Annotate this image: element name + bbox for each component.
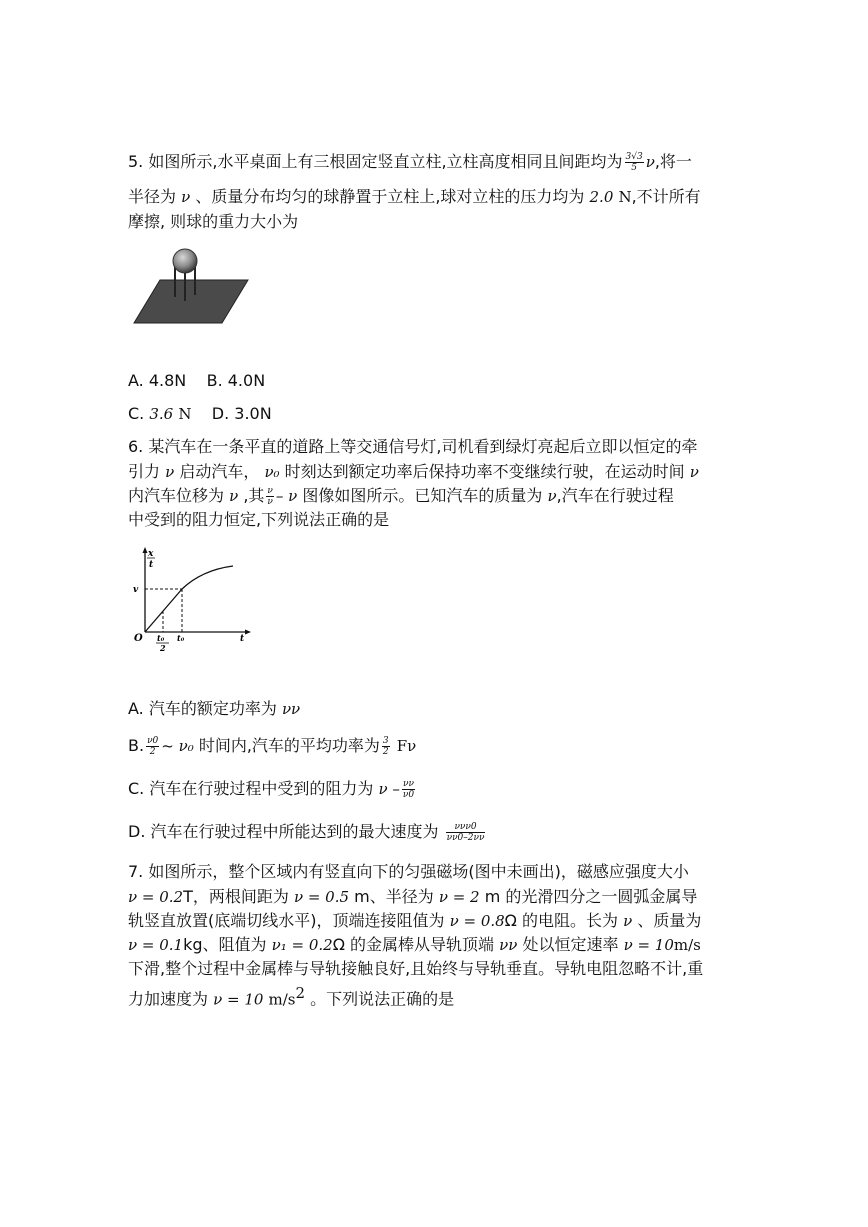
q7-text: 轨竖直放置(底端切线水平)，顶端连接阻值为 (128, 911, 445, 930)
fraction-denominator: 2 (149, 747, 156, 757)
q6-text: 内汽车位移为 (128, 486, 225, 505)
y-axis-label-den: t (149, 560, 154, 570)
q6-option-c (128, 777, 417, 801)
q7-text: Ω 的金属棒从导轨顶端 (332, 935, 495, 954)
q6-stem-line-2 (128, 460, 699, 484)
option-c: C. (128, 404, 145, 423)
q7-text: 处以恒定速率 (522, 935, 619, 954)
math-symbol: ν (547, 487, 557, 505)
half-t0-den: 2 (160, 643, 166, 653)
fraction-denominator: νν0–2νν (446, 833, 485, 843)
option-c: C. 汽车在行驶过程中受到的阻力为 (128, 779, 374, 798)
math-expression: ν = 2 (438, 888, 480, 906)
option-b-text: 时间内,汽车的平均功率为 (198, 736, 380, 755)
fraction (146, 736, 159, 757)
q5-text: 半径为 (128, 187, 177, 206)
fraction-numerator: νν (402, 779, 414, 789)
q7-text: Ω 的电阻。长为 (504, 911, 618, 930)
q6-text: 中受到的阻力恒定,下列说法正确的是 (128, 510, 390, 529)
fraction (625, 152, 644, 173)
unit: m/s (268, 990, 296, 1009)
q7-text: 。下列说法正确的是 (310, 989, 455, 1009)
q7-text: 、质量为 (637, 911, 702, 930)
math-symbol: ν (689, 463, 699, 481)
math-symbol: ν (623, 912, 633, 930)
fraction (402, 779, 415, 800)
fraction-numerator: 3√3 (625, 152, 643, 162)
option-d: D. 汽车在行驶过程中所能达到的最大速度为 (128, 822, 439, 841)
fraction-numerator: ννν0 (446, 822, 486, 833)
math-expression: ν₁ = 0.2 (271, 936, 333, 954)
q7-stem-line-2 (128, 885, 697, 909)
fraction (446, 822, 486, 843)
curve-segment (182, 566, 233, 589)
math-expression: ν = 10 (623, 936, 674, 954)
q6-option-b (128, 734, 416, 758)
q6-graph (126, 544, 256, 654)
q6-text: ,汽车在行驶过程 (556, 486, 674, 505)
option-b: B. 4.0N (206, 371, 266, 390)
fraction-numerator: 3 (382, 736, 389, 746)
q7-stem-line-1 (128, 860, 689, 884)
q6-text: 引力 (128, 462, 161, 481)
q7-text: m 的光滑四分之一圆弧金属导 (484, 887, 698, 906)
linear-segment (145, 589, 182, 632)
q5-stem-line-2 (128, 185, 701, 209)
q6-text: 时刻达到额定功率后保持功率不变继续行驶，在运动时间 (284, 462, 685, 481)
option-a: A. 4.8N (128, 371, 187, 390)
math-symbol: ν (181, 188, 191, 206)
q6-option-a (128, 697, 300, 721)
math-expression: ν = 0.5 (293, 888, 350, 906)
unit: N (178, 405, 192, 423)
y-axis-arrow (143, 547, 148, 553)
q6-option-d (128, 820, 487, 844)
math-expression: ν = 0.1 (128, 936, 184, 954)
q7-text: kg、阻值为 (183, 935, 267, 954)
q6-stem-line-3 (128, 484, 674, 508)
option-a: A. 汽车的额定功率为 (128, 699, 277, 718)
t-axis-label: t (240, 634, 245, 644)
q5-options-row-2 (128, 402, 272, 426)
q6-text: 图像如图所示。已知汽车的质量为 (302, 486, 543, 505)
math-expression: ν = 10 (213, 990, 264, 1009)
origin-label: O (134, 633, 143, 644)
q5-stem-line-3 (128, 210, 298, 234)
option-c-value: 3.6 (149, 405, 174, 423)
q7-stem-line-6 (128, 981, 454, 1011)
q6-text: 启动汽车， (179, 462, 260, 481)
math-expression: ν = 0.2 (128, 888, 184, 906)
fraction-numerator: ν (267, 486, 273, 496)
math-expression: ~ ν₀ (161, 737, 194, 755)
math-symbol: ν₀ (264, 463, 280, 481)
fraction-denominator: ν0 (402, 790, 415, 800)
fraction-denominator: ν (267, 497, 273, 507)
q6-stem-line-1 (128, 435, 697, 459)
q7-stem-line-3 (128, 909, 701, 933)
math-expression: ν = 0.8 (449, 912, 505, 930)
q7-text: m、半径为 (354, 887, 434, 906)
q5-text: ,将一 (654, 152, 692, 171)
ball (173, 249, 197, 273)
t0-label: t₀ (177, 633, 185, 643)
q5-figure-ball-on-pillars (130, 245, 250, 327)
q7-stem-line-4 (128, 933, 701, 957)
option-b: B. (128, 736, 145, 755)
fraction-denominator: 5 (631, 163, 637, 173)
q6-text: 6. 某汽车在一条平直的道路上等交通信号灯,司机看到绿灯亮起后立即以恒定的牵 (128, 437, 698, 456)
unit: m/s (673, 936, 701, 954)
fraction (382, 736, 390, 757)
q7-text: T，两根间距为 (183, 887, 289, 906)
fraction (266, 486, 273, 507)
option-d: D. 3.0N (211, 404, 272, 423)
q7-stem-line-5 (128, 957, 703, 981)
fraction-numerator: ν0 (147, 736, 159, 746)
q5-options-row-1 (128, 369, 265, 393)
q7-text: 力加速度为 (128, 989, 209, 1009)
unit: N (618, 188, 632, 206)
table-plane (134, 280, 248, 323)
math-expression: νν (499, 936, 518, 954)
q7-text: 下滑,整个过程中金属棒与导轨接触良好,且始终与导轨垂直。导轨电阻忽略不计,重 (128, 959, 704, 978)
half-t0-num: t₀ (157, 633, 165, 643)
math-symbol: ν (165, 463, 175, 481)
v-label: v (133, 585, 139, 595)
math-symbol: – ν (275, 487, 298, 505)
math-expression: νν (281, 700, 301, 718)
q5-stem-line-1 (128, 150, 692, 174)
q5-text: 摩擦, 则球的重力大小为 (128, 212, 299, 231)
x-axis-arrow (245, 630, 251, 635)
q6-text: ,其 (243, 486, 265, 505)
math-symbol: ν (229, 487, 239, 505)
fraction-denominator: 2 (382, 747, 389, 757)
q7-text: 7. 如图所示，整个区域内有竖直向下的匀强磁场(图中未画出)，磁感应强度大小 (128, 862, 689, 881)
q5-text: ,不计所有 (631, 187, 701, 206)
unit-exponent: 2 (295, 984, 306, 1002)
math-expression: Fν (396, 737, 417, 755)
y-axis-label-num: x (148, 549, 154, 559)
math-symbol: ν (645, 153, 655, 171)
q6-stem-line-4 (128, 508, 389, 532)
q5-text: 5. 如图所示,水平桌面上有三根固定竖直立柱,立柱高度相同且间距均为 (128, 152, 623, 171)
math-expression: ν – (378, 780, 400, 798)
q5-text: 、质量分布均匀的球静置于立柱上,球对立柱的压力均为 (195, 187, 585, 206)
force-value: 2.0 (589, 188, 614, 206)
